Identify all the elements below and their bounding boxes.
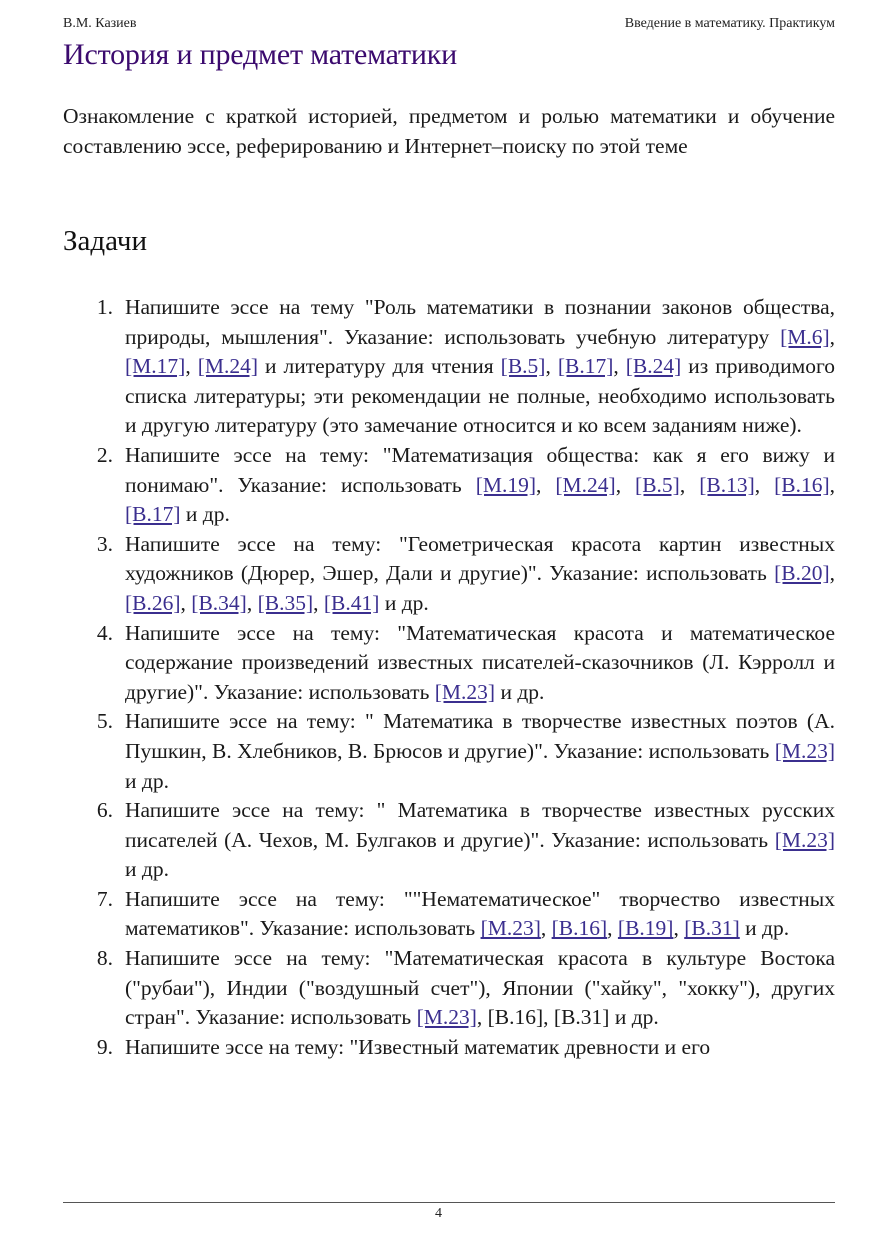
task-text	[125, 619, 835, 708]
task-text-segment: ,	[829, 561, 835, 586]
task-text-segment: Напишите эссе на тему: "Математическая красота и математическое содержание произведений известных писателей-сказочников (Л. Кэрролл и другие)". Указание: использовать	[125, 620, 835, 704]
task-text	[125, 1033, 835, 1063]
task-item	[63, 293, 835, 441]
task-text-segment: ,	[673, 916, 685, 941]
task-text-segment: Напишите эссе на тему "Роль математики в познании законов общества, природы, мышления". Указание: использовать учебную литературу	[125, 295, 835, 349]
task-text-segment: ,	[615, 472, 636, 497]
task-text-segment: и др.	[125, 768, 169, 793]
reference-link[interactable]: [М.23]	[774, 827, 835, 852]
task-text	[125, 885, 835, 944]
task-item	[63, 530, 835, 619]
task-text-segment: ,	[754, 472, 775, 497]
page-number: 4	[435, 1206, 442, 1221]
reference-link[interactable]: [В.20]	[774, 561, 830, 586]
section-title-tasks: Задачи	[63, 225, 147, 257]
reference-link[interactable]: [В.26]	[125, 590, 181, 615]
task-text-segment: ,	[185, 354, 198, 379]
task-text-segment: , [В.16], [В.31] и др.	[476, 1005, 659, 1030]
task-text-segment: и др.	[180, 502, 230, 527]
task-text-segment: Напишите эссе на тему: "Математическая красота в культуре Востока ("рубаи"), Индии ("воздушный счет"), Японии ("хайку", "хокку"), других стран". Указание: использовать	[125, 946, 835, 1030]
task-item	[63, 1033, 835, 1063]
running-header	[63, 16, 835, 36]
task-text-segment: ,	[313, 590, 324, 615]
task-text-segment: ,	[613, 354, 626, 379]
task-text	[125, 293, 835, 441]
task-text-segment: Напишите эссе на тему: " Математика в творчестве известных русских писателей (А. Чехов, М. Булгаков и другие)". Указание: использовать	[125, 798, 835, 852]
task-item	[63, 707, 835, 796]
task-item	[63, 944, 835, 1033]
reference-link[interactable]: [М.23]	[416, 1005, 477, 1030]
reference-link[interactable]: [М.19]	[475, 472, 537, 497]
task-text-segment: Напишите эссе на тему: "Известный математик древности и его	[125, 1034, 711, 1059]
footer-divider	[63, 1202, 835, 1203]
task-text-segment: ,	[246, 590, 258, 615]
reference-link[interactable]: [В.17]	[557, 354, 614, 379]
task-text-segment: и др.	[739, 916, 790, 941]
intro-paragraph: Ознакомление с краткой историей, предметом и ролью математики и обучение составлению эссе, реферированию и Интернет–поиску по этой теме	[63, 104, 835, 158]
reference-link[interactable]: [М.23]	[434, 679, 496, 704]
task-item	[63, 885, 835, 944]
reference-link[interactable]: [В.5]	[635, 472, 680, 497]
task-text-segment: и др.	[379, 590, 429, 615]
task-item	[63, 796, 835, 885]
reference-link[interactable]: [В.16]	[774, 472, 830, 497]
reference-link[interactable]: [М.6]	[780, 324, 830, 349]
task-number: 6.	[96, 798, 113, 823]
task-text-segment: и др.	[125, 857, 169, 882]
task-item	[63, 441, 835, 530]
task-number: 3.	[96, 531, 113, 556]
task-number: 1.	[96, 295, 113, 319]
reference-link[interactable]: [В.17]	[125, 502, 181, 527]
reference-link[interactable]: [В.35]	[257, 590, 314, 615]
task-number: 8.	[96, 946, 113, 971]
task-number: 2.	[96, 442, 113, 467]
task-text	[125, 796, 835, 885]
task-text	[125, 944, 835, 1033]
reference-link[interactable]: [В.34]	[191, 590, 247, 615]
task-text	[125, 530, 835, 619]
task-text-segment: Напишите эссе на тему: " Математика в творчестве известных поэтов (А. Пушкин, В. Хлебников, В. Брюсов и другие)". Указание: использовать	[125, 709, 835, 763]
task-text-segment: ,	[829, 472, 836, 497]
reference-link[interactable]: [В.31]	[684, 916, 740, 941]
task-text-segment: и литературу для чтения	[258, 354, 501, 379]
task-text-segment: и др.	[495, 679, 545, 704]
reference-link[interactable]: [М.24]	[555, 472, 616, 497]
task-text	[125, 441, 835, 530]
task-text-segment: из приводимого списка литературы; эти рекомендации не полные, необходимо использовать и другую литературу (это замечание относится и ко всем заданиям ниже).	[125, 354, 836, 438]
task-text-segment: ,	[540, 916, 552, 941]
reference-link[interactable]: [М.23]	[480, 916, 541, 941]
task-text-segment: ,	[607, 916, 618, 941]
task-number: 7.	[96, 886, 113, 911]
task-list	[63, 293, 835, 1062]
reference-link[interactable]: [В.16]	[551, 916, 608, 941]
header-author: В.М. Казиев	[63, 16, 137, 31]
reference-link[interactable]: [В.41]	[323, 590, 380, 615]
task-text-segment: ,	[829, 324, 835, 349]
task-item	[63, 619, 835, 708]
task-text-segment: ,	[180, 590, 192, 615]
reference-link[interactable]: [В.13]	[699, 472, 755, 497]
task-text-segment: Напишите эссе на тему: ""Нематематическое" творчество известных математиков". Указание: использовать	[125, 886, 835, 941]
task-text	[125, 707, 835, 796]
task-number: 5.	[96, 709, 113, 734]
reference-link[interactable]: [В.5]	[500, 354, 546, 379]
page-title: История и предмет математики	[63, 38, 458, 71]
reference-link[interactable]: [М.24]	[197, 354, 258, 379]
reference-link[interactable]: [М.17]	[125, 354, 186, 379]
reference-link[interactable]: [В.24]	[625, 354, 682, 379]
task-text-segment: ,	[536, 472, 556, 497]
task-text-segment: Напишите эссе на тему: "Математизация общества: как я его вижу и понимаю". Указание: использовать	[125, 442, 835, 497]
header-book-title: Введение в математику. Практикум	[624, 16, 835, 31]
task-text-segment: Напишите эссе на тему: "Геометрическая красота картин известных художников (Дюрер, Эшер, Дали и другие)". Указание: использовать	[125, 531, 835, 586]
task-number: 9.	[96, 1034, 113, 1059]
reference-link[interactable]: [М.23]	[774, 738, 835, 763]
task-number: 4.	[96, 620, 113, 645]
reference-link[interactable]: [В.19]	[617, 916, 674, 941]
task-text-segment: ,	[679, 472, 700, 497]
task-text-segment: ,	[545, 354, 558, 379]
